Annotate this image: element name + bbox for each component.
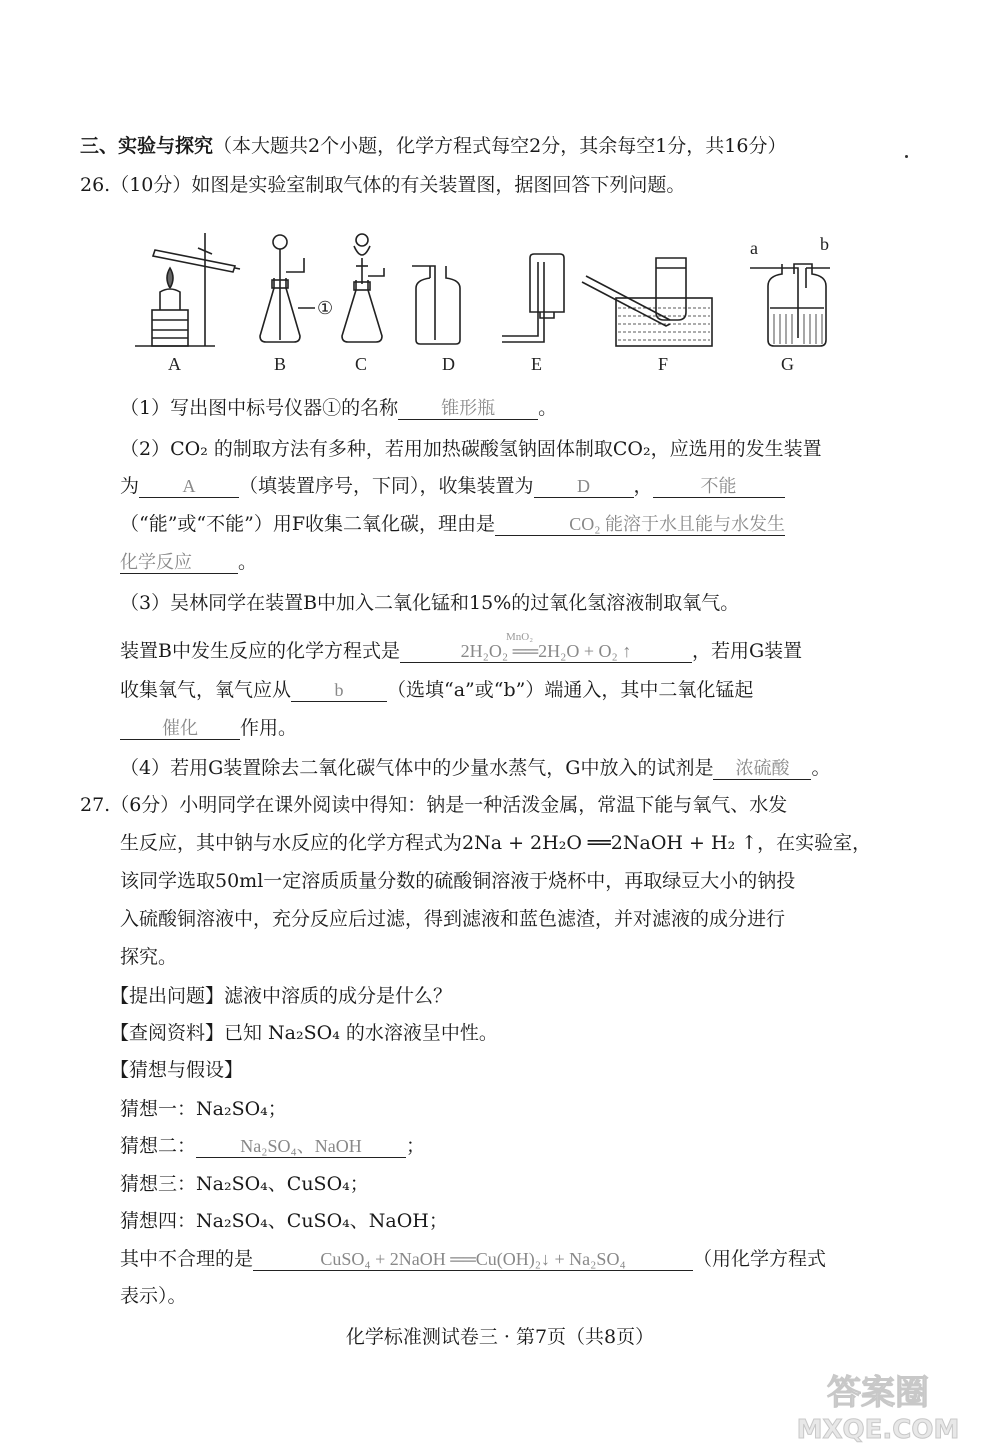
q26-p3-end: 作用。 bbox=[240, 717, 298, 739]
label-g: G bbox=[781, 354, 794, 374]
answer-blank-hypothesis-2[interactable]: Na₂SO₄、NaOH bbox=[196, 1135, 406, 1158]
q27-unreason-label: 其中不合理的是 bbox=[120, 1248, 254, 1270]
q27-hypothesis-3: 猜想三：Na₂SO₄、CuSO₄； bbox=[120, 1173, 369, 1195]
apparatus-d bbox=[412, 266, 460, 344]
q26-p2-text-c: ， bbox=[633, 475, 653, 497]
page-footer: 化学标准测试卷三 · 第7页（共8页） bbox=[345, 1326, 655, 1348]
q26-part3-line4 bbox=[120, 715, 297, 741]
q26-part1 bbox=[120, 395, 557, 421]
q27-line1: 27.（6分）小明同学在课外阅读中得知：钠是一种活泼金属，常温下能与氧气、水发 bbox=[80, 794, 788, 816]
section-header bbox=[80, 133, 786, 159]
q27-line2: 生反应，其中钠与水反应的化学方程式为2Na + 2H₂O ══2NaOH + H₂ ↑，在实验室， bbox=[120, 832, 872, 854]
q26-part3-line2 bbox=[120, 631, 803, 664]
q26-p4-text: （4）若用G装置除去二氧化碳气体中的少量水蒸气，G中放入的试剂是 bbox=[120, 757, 714, 779]
answer-blank-collector[interactable]: D bbox=[534, 475, 634, 498]
q27-h2-end: ； bbox=[406, 1135, 426, 1157]
answer-blank-can-use-f[interactable]: 不能 bbox=[653, 475, 785, 498]
q27-hypothesis-1: 猜想一：Na₂SO₄； bbox=[120, 1098, 287, 1120]
q26-p2-text-d: （“能”或“不能”）用F收集二氧化碳，理由是 bbox=[120, 513, 496, 535]
apparatus-f bbox=[582, 258, 712, 346]
q27-line3: 该同学选取50ml一定溶质质量分数的硫酸铜溶液于烧杯中，再取绿豆大小的钠投 bbox=[120, 870, 796, 892]
answer-blank-port[interactable]: b bbox=[291, 679, 387, 702]
q26-part3-line1: （3）吴林同学在装置B中加入二氧化锰和15%的过氧化氢溶液制取氧气。 bbox=[120, 592, 740, 614]
label-c: C bbox=[355, 354, 368, 374]
apparatus-e bbox=[502, 254, 564, 342]
q27-hypothesis-2 bbox=[120, 1133, 425, 1159]
q26-p3-text-d: （选填“a”或“b”）端通入，其中二氧化锰起 bbox=[387, 679, 754, 701]
port-a-label: a bbox=[750, 238, 758, 258]
watermark-top: 答案圈 bbox=[827, 1373, 929, 1413]
q27-h2-label: 猜想二： bbox=[120, 1135, 197, 1157]
watermark-bottom: MXQE.COM bbox=[796, 1415, 960, 1444]
apparatus-g bbox=[750, 264, 830, 346]
q27-line5: 探究。 bbox=[120, 946, 178, 968]
q27-hypothesis-4: 猜想四：Na₂SO₄、CuSO₄、NaOH； bbox=[120, 1210, 448, 1232]
q26-p2-text-a: 为 bbox=[120, 475, 140, 497]
q26-part3-line3 bbox=[120, 677, 753, 703]
q26-part2-line2 bbox=[120, 473, 785, 499]
answer-blank-role[interactable]: 催化 bbox=[120, 717, 240, 740]
apparatus-figure bbox=[130, 228, 850, 378]
q26-p1-text: （1）写出图中标号仪器①的名称 bbox=[120, 397, 399, 419]
q27-hypothesis-title: 【猜想与假设】 bbox=[110, 1059, 244, 1081]
q26-part2-line3 bbox=[120, 511, 785, 537]
q27-unreasonable-cont: 表示）。 bbox=[120, 1285, 187, 1307]
apparatus-b bbox=[260, 235, 315, 342]
answer-blank-unreasonable-equation[interactable]: CuSO₄ + 2NaOH ══Cu(OH)₂↓ + Na₂SO₄ bbox=[253, 1248, 693, 1271]
watermark-logo bbox=[778, 1364, 978, 1444]
label-a: A bbox=[168, 354, 181, 374]
answer-blank-reason-cont[interactable]: 化学反应 bbox=[120, 551, 238, 574]
section-note: （本大题共2个小题，化学方程式每空2分，其余每空1分，共16分） bbox=[213, 135, 787, 157]
answer-blank-reason[interactable]: CO₂ 能溶于水且能与水发生 bbox=[495, 513, 785, 536]
label-b: B bbox=[274, 354, 287, 374]
q26-p1-end: 。 bbox=[538, 397, 558, 419]
answer-blank-equation[interactable] bbox=[400, 631, 692, 663]
port-b-label: b bbox=[820, 234, 829, 254]
apparatus-c bbox=[342, 234, 384, 342]
apparatus-a bbox=[135, 233, 240, 346]
marker-1: ① bbox=[317, 298, 334, 318]
stray-dot bbox=[905, 155, 908, 158]
equation-text: 2H₂O₂ ══2H₂O + O₂ ↑ bbox=[460, 641, 632, 661]
q26-p4-end: 。 bbox=[811, 757, 831, 779]
section-title: 三、实验与探究 bbox=[80, 135, 214, 157]
answer-blank-generator[interactable]: A bbox=[139, 475, 239, 498]
q26-p3-text-b: ，若用G装置 bbox=[691, 640, 803, 662]
q27-info: 【查阅资料】已知 Na₂SO₄ 的水溶液呈中性。 bbox=[110, 1022, 498, 1044]
q27-unreasonable bbox=[120, 1246, 826, 1272]
q27-problem: 【提出问题】滤液中溶质的成分是什么？ bbox=[110, 985, 453, 1007]
label-f: F bbox=[658, 354, 669, 374]
answer-blank-reagent[interactable]: 浓硫酸 bbox=[713, 757, 811, 780]
label-e: E bbox=[531, 354, 542, 374]
q26-stem: 26.（10分）如图是实验室制取气体的有关装置图，据图回答下列问题。 bbox=[80, 174, 686, 196]
q26-part2-line4 bbox=[120, 549, 257, 575]
answer-blank-flask[interactable]: 锥形瓶 bbox=[398, 397, 538, 420]
q27-line4: 入硫酸铜溶液中，充分反应后过滤，得到滤液和蓝色滤渣，并对滤液的成分进行 bbox=[120, 908, 786, 930]
catalyst-label: MnO₂ bbox=[505, 631, 534, 643]
q26-p2-end: 。 bbox=[238, 551, 258, 573]
label-d: D bbox=[442, 354, 455, 374]
q26-p3-text-c: 收集氧气，氧气应从 bbox=[120, 679, 292, 701]
q26-part4 bbox=[120, 755, 830, 781]
q26-p3-text-a: 装置B中发生反应的化学方程式是 bbox=[120, 640, 400, 662]
q26-part2-line1: （2）CO₂ 的制取方法有多种，若用加热碳酸氢钠固体制取CO₂，应选用的发生装置 bbox=[120, 438, 822, 460]
q27-unreason-note: （用化学方程式 bbox=[693, 1248, 827, 1270]
q26-p2-text-b: （填装置序号，下同），收集装置为 bbox=[239, 475, 534, 497]
